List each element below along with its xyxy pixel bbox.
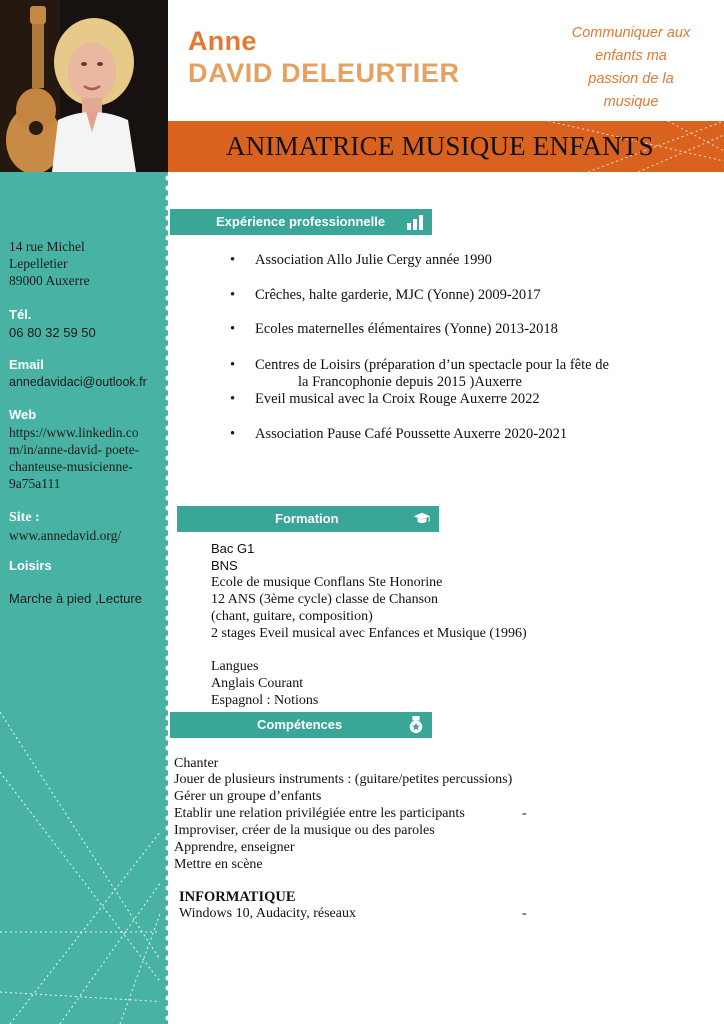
web-line[interactable]: 9a75a111 bbox=[9, 476, 61, 491]
list-item-text: Ecoles maternelles élémentaires (Yonne) 2013-2018 bbox=[255, 321, 558, 337]
address-line: 89000 Auxerre bbox=[9, 273, 90, 288]
dash-mark: - bbox=[522, 906, 527, 921]
job-title-band bbox=[168, 121, 724, 172]
competence-line: Improviser, créer de la musique ou des paroles bbox=[174, 823, 435, 838]
competence-line: Gérer un groupe d’enfants bbox=[174, 789, 322, 804]
langue-line: Espagnol : Notions bbox=[211, 693, 319, 708]
list-item-text: Crêches, halte garderie, MJC (Yonne) 2009-2017 bbox=[255, 287, 541, 303]
web-line[interactable]: chanteuse-musicienne- bbox=[9, 459, 133, 474]
web-line[interactable]: m/in/anne-david- poete- bbox=[9, 442, 140, 457]
web-line[interactable]: https://www.linkedin.co bbox=[9, 425, 139, 440]
formation-heading-label: Formation bbox=[275, 511, 339, 526]
competence-line: Mettre en scène bbox=[174, 857, 263, 872]
formation-line: (chant, guitare, composition) bbox=[211, 609, 373, 624]
web-label: Web bbox=[9, 407, 37, 422]
address-line: 14 rue Michel bbox=[9, 239, 85, 254]
bar-chart-icon bbox=[406, 213, 424, 231]
list-item-text: la Francophonie depuis 2015 )Auxerre bbox=[298, 374, 522, 390]
informatique-title: INFORMATIQUE bbox=[179, 889, 296, 905]
tagline bbox=[556, 22, 706, 114]
competences-heading-label: Compétences bbox=[257, 717, 343, 732]
loisirs-value: Marche à pied ,Lecture bbox=[9, 591, 142, 606]
award-badge-icon bbox=[407, 716, 425, 734]
dash-mark: - bbox=[522, 806, 527, 821]
profile-photo bbox=[0, 0, 168, 172]
list-item-text: Eveil musical avec la Croix Rouge Auxerre 2022 bbox=[255, 391, 540, 407]
formation-heading bbox=[177, 506, 439, 532]
informatique-line: Windows 10, Audacity, réseaux bbox=[179, 906, 356, 921]
last-name: DAVID DELEURTIER bbox=[188, 58, 460, 88]
competence-line: Apprendre, enseigner bbox=[174, 840, 295, 855]
email-label: Email bbox=[9, 357, 44, 372]
perforated-edge bbox=[160, 172, 176, 1024]
experience-heading bbox=[170, 209, 432, 235]
formation-line: Bac G1 bbox=[211, 541, 255, 556]
formation-line: 2 stages Eveil musical avec Enfances et Musique (1996) bbox=[211, 626, 527, 641]
tagline-line: enfants ma bbox=[595, 48, 667, 64]
formation-line: 12 ANS (3ème cycle) classe de Chanson bbox=[211, 592, 439, 607]
list-item-text: Centres de Loisirs (préparation d’un spectacle pour la fête de bbox=[255, 357, 609, 373]
tagline-line: Communiquer aux bbox=[571, 25, 691, 41]
formation-line: BNS bbox=[211, 558, 238, 573]
competence-line: Etablir une relation privilégiée entre les participants bbox=[174, 806, 465, 821]
tagline-line: passion de la bbox=[588, 71, 674, 87]
list-item-text: Association Allo Julie Cergy année 1990 bbox=[255, 252, 492, 268]
langue-line: Anglais Courant bbox=[211, 676, 304, 691]
tagline-line: musique bbox=[603, 94, 659, 110]
formation-line: Ecole de musique Conflans Ste Honorine bbox=[211, 575, 443, 590]
langues-title: Langues bbox=[211, 659, 259, 674]
experience-heading-label: Expérience professionnelle bbox=[216, 214, 386, 229]
loisirs-label: Loisirs bbox=[9, 558, 52, 573]
list-item-text: Association Pause Café Poussette Auxerre 2020-2021 bbox=[255, 426, 568, 442]
graduation-cap-icon bbox=[413, 510, 431, 528]
tel-label: Tél. bbox=[9, 307, 32, 322]
site-label: Site : bbox=[9, 510, 40, 525]
site-value[interactable]: www.annedavid.org/ bbox=[9, 528, 122, 543]
competence-line: Jouer de plusieurs instruments : (guitare/petites percussions) bbox=[174, 772, 513, 787]
address-line: Lepelletier bbox=[9, 256, 68, 271]
job-title: ANIMATRICE MUSIQUE ENFANTS bbox=[226, 131, 654, 161]
first-name: Anne bbox=[188, 26, 257, 56]
tel-value: 06 80 32 59 50 bbox=[9, 325, 96, 340]
competence-line: Chanter bbox=[174, 756, 219, 771]
competences-heading bbox=[170, 712, 432, 738]
email-value[interactable]: annedavidaci@outlook.fr bbox=[9, 375, 147, 389]
